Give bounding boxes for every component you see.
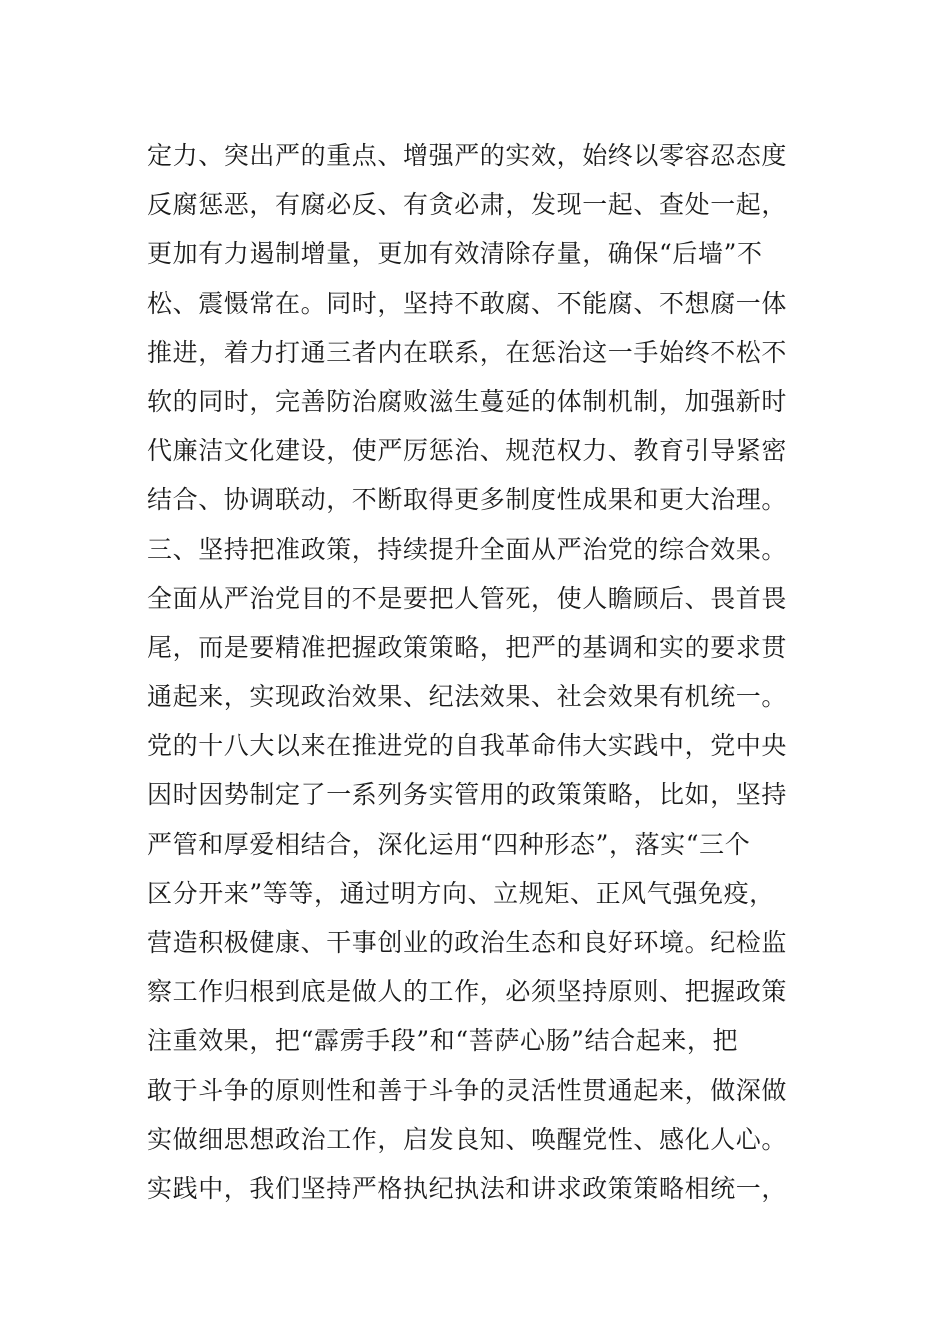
text-line: 敢于斗争的原则性和善于斗争的灵活性贯通起来，做深做 xyxy=(147,1075,788,1105)
text-line: 代廉洁文化建设，使严厉惩治、规范权力、教育引导紧密 xyxy=(147,436,788,466)
text-line: 严管和厚爱相结合，深化运用“四种形态”，落实“三个 xyxy=(147,829,751,859)
document-body xyxy=(147,131,817,1213)
text-line: 全面从严治党目的不是要把人管死，使人瞻顾后、畏首畏 xyxy=(147,583,788,613)
text-line: 党的十八大以来在推进党的自我革命伟大实践中，党中央 xyxy=(147,731,788,761)
text-line: 反腐惩恶，有腐必反、有贪必肃，发现一起、查处一起， xyxy=(147,190,788,220)
text-line: 软的同时，完善防治腐败滋生蔓延的体制机制，加强新时 xyxy=(147,386,788,416)
text-line: 尾，而是要精准把握政策策略，把严的基调和实的要求贯 xyxy=(147,632,788,662)
text-line: 结合、协调联动，不断取得更多制度性成果和更大治理。 xyxy=(147,485,788,515)
section-heading: 三、坚持把准政策，持续提升全面从严治党的综合效果。 xyxy=(147,534,788,564)
text-line: 因时因势制定了一系列务实管用的政策策略，比如，坚持 xyxy=(147,780,788,810)
text-line: 定力、突出严的重点、增强严的实效，始终以零容忍态度 xyxy=(147,141,788,170)
text-line: 实践中，我们坚持严格执纪执法和讲求政策策略相统一， xyxy=(147,1173,788,1203)
text-line: 通起来，实现政治效果、纪法效果、社会效果有机统一。 xyxy=(147,682,788,712)
text-line: 推进，着力打通三者内在联系，在惩治这一手始终不松不 xyxy=(147,337,788,367)
text-line: 注重效果，把“霹雳手段”和“菩萨心肠”结合起来，把 xyxy=(147,1026,739,1056)
text-line: 察工作归根到底是做人的工作，必须坚持原则、把握政策 xyxy=(147,977,788,1007)
text-line: 区分开来”等等，通过明方向、立规矩、正风气强免疫， xyxy=(147,878,775,908)
text-line: 松、震慑常在。同时，坚持不敢腐、不能腐、不想腐一体 xyxy=(147,288,788,318)
text-line: 实做细思想政治工作，启发良知、唤醒党性、感化人心。 xyxy=(147,1124,788,1154)
text-line: 营造积极健康、干事创业的政治生态和良好环境。纪检监 xyxy=(147,928,788,957)
text-line: 更加有力遏制增量，更加有效清除存量，确保“后墙”不 xyxy=(147,239,763,269)
